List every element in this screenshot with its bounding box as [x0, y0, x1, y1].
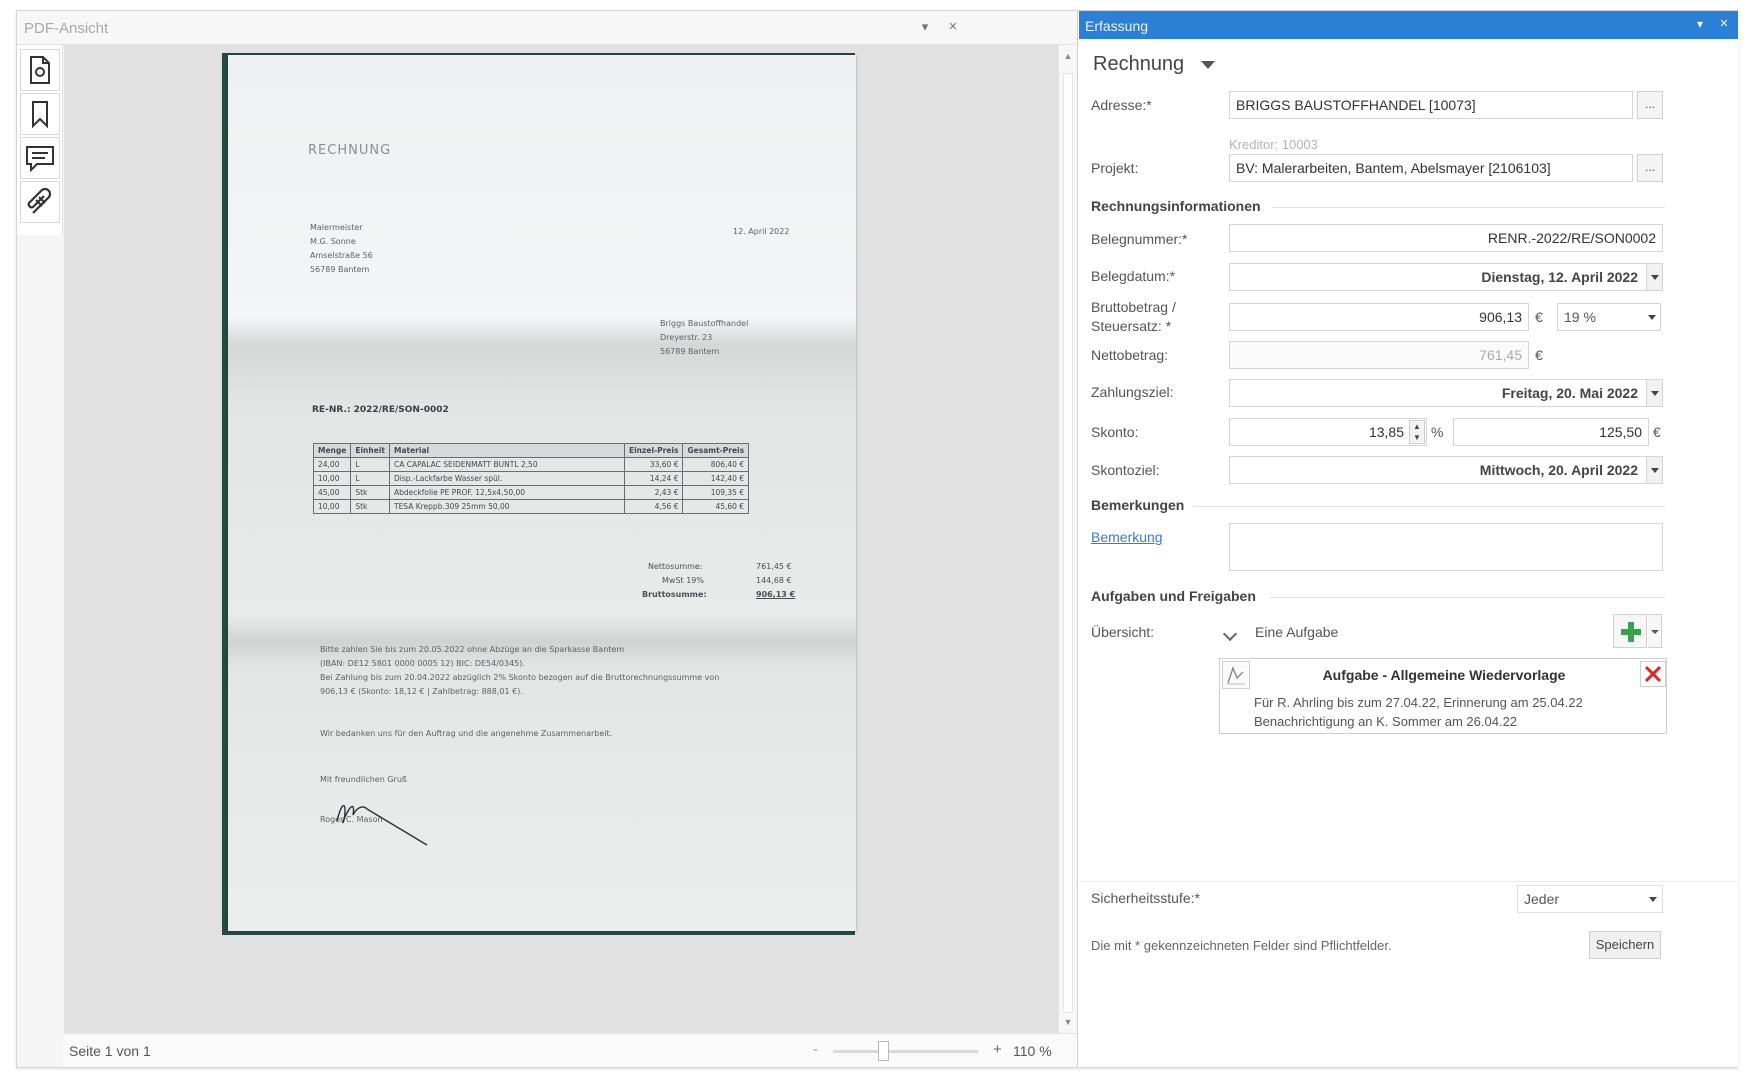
scan-cell: 109,35 €	[683, 486, 749, 500]
task-detail-line-2: Benachrichtigung an K. Sommer am 26.04.22	[1254, 714, 1518, 729]
task-delete-button[interactable]	[1640, 661, 1666, 687]
security-level-select[interactable]: Jeder	[1517, 885, 1663, 913]
scan-cell: L	[351, 458, 390, 472]
scan-signature-name: Roger C. Mason	[320, 815, 383, 824]
scan-cell: Abdeckfolie PE PROF. 12,5x4,50,00	[389, 486, 624, 500]
skontoziel-label: Skontoziel:	[1091, 462, 1160, 478]
scan-th-quantity: Menge	[314, 444, 351, 458]
zahlungsziel-label: Zahlungsziel:	[1091, 384, 1174, 400]
scan-vat-label: MwSt 19%	[662, 576, 704, 585]
scan-sender-address: Malermeister M.G. Sonne Amselstraße 56 56789 Bantem	[310, 223, 373, 274]
pdf-pane	[17, 11, 1078, 1067]
skonto-label: Skonto:	[1091, 424, 1139, 440]
scan-cell: 45,00	[314, 486, 351, 500]
scan-table-row	[314, 472, 749, 486]
scan-th-total-price: Gesamt-Preis	[683, 444, 749, 458]
scan-cell: TESA Kreppb.309 25mm 50,00	[389, 500, 624, 514]
belegnummer-field[interactable]: RENR.-2022/RE/SON0002	[1229, 224, 1663, 252]
scan-th-material: Material	[389, 444, 624, 458]
section-divider	[1193, 506, 1665, 507]
caret-down-icon[interactable]	[1201, 61, 1215, 69]
attachments-button[interactable]	[20, 181, 60, 223]
zoom-out-button[interactable]: -	[813, 1041, 818, 1058]
bookmark-icon	[29, 100, 51, 128]
comment-icon	[25, 144, 55, 172]
address-field[interactable]: BRIGGS BAUSTOFFHANDEL [10073]	[1229, 91, 1633, 119]
zahlungsziel-dropdown-icon[interactable]	[1646, 380, 1662, 406]
scan-title: RECHNUNG	[308, 143, 392, 158]
section-remarks: Bemerkungen	[1091, 497, 1185, 513]
document-type-selector[interactable]: Rechnung	[1093, 53, 1185, 75]
skontoziel-dropdown-icon[interactable]	[1646, 457, 1662, 483]
address-label: Adresse:*	[1091, 97, 1152, 113]
belegdatum-label: Belegdatum:*	[1091, 268, 1176, 284]
scan-cell: 10,00	[314, 500, 351, 514]
scan-recipient-address: Briggs Baustoffhandel Dreyerstr. 23 56789 Bantem	[660, 319, 749, 356]
scan-cell: Stk	[351, 500, 390, 514]
address-browse-button[interactable]: ...	[1637, 91, 1663, 119]
save-button[interactable]: Speichern	[1589, 931, 1661, 959]
pdf-titlebar	[17, 11, 1077, 45]
scan-cell: 2,43 €	[624, 486, 683, 500]
skonto-amount-field[interactable]: 125,50	[1453, 418, 1649, 446]
scan-cell: 14,24 €	[624, 472, 683, 486]
section-invoice-info: Rechnungsinformationen	[1091, 198, 1261, 214]
scan-cell: 33,60 €	[624, 458, 683, 472]
scan-payment-text: Bitte zahlen Sie bis zum 20.05.2022 ohne Abzüge an die Sparkasse Bantem (IBAN: DE12 5801 0000 0005 12) BIC: DE54/0345). Bei Zahlung bis zum 20.04.2022 abzüglich 2% Skonto bezogen auf die Bruttorechnungssumme von 906,13 € (Skonto: 18,12 € | Zahlbetrag: 888,01 €).	[320, 645, 720, 696]
scan-items-table	[313, 443, 749, 514]
form-pane-close-button[interactable]: ✕	[1719, 18, 1729, 30]
thumbnails-button[interactable]	[20, 49, 60, 91]
scan-thanks-text: Wir bedanken uns für den Auftrag und die angenehme Zusammenarbeit.	[320, 729, 613, 738]
form-pane-menu-button[interactable]: ▾	[1696, 17, 1704, 31]
belegdatum-dropdown-icon[interactable]	[1646, 264, 1662, 290]
scroll-up-icon[interactable]: ▲	[1063, 51, 1073, 61]
skonto-percent-sign: %	[1431, 424, 1444, 440]
scan-th-unit-price: Einzel-Preis	[624, 444, 683, 458]
scan-cell: 4,56 €	[624, 500, 683, 514]
scan-cell: Stk	[351, 486, 390, 500]
brutto-field[interactable]: 906,13	[1229, 303, 1529, 331]
form-pane-title: Erfassung	[1085, 18, 1149, 34]
scanned-invoice-page	[228, 55, 856, 931]
document-icon	[27, 55, 53, 85]
scan-cell: 142,40 €	[683, 472, 749, 486]
project-browse-button[interactable]: ...	[1637, 154, 1663, 182]
overview-label: Übersicht:	[1091, 624, 1155, 640]
capture-form-pane	[1079, 11, 1738, 1067]
zoom-slider-thumb[interactable]	[878, 1041, 889, 1061]
scan-table-header-row	[314, 444, 749, 458]
pdf-status-bar	[63, 1033, 1077, 1067]
zoom-in-button[interactable]: +	[993, 1041, 1002, 1058]
scan-table-row	[314, 500, 749, 514]
creditor-hint: Kreditor: 10003	[1229, 137, 1318, 152]
scan-cell: CA CAPALAC SEIDENMATT BUNTL 2,50	[389, 458, 624, 472]
scan-cell: 10,00	[314, 472, 351, 486]
security-level-dropdown-icon[interactable]	[1645, 886, 1661, 912]
skonto-currency: €	[1653, 424, 1661, 440]
remark-textarea[interactable]	[1229, 523, 1663, 571]
pdf-toolbar	[17, 45, 63, 235]
project-label: Projekt:	[1091, 160, 1139, 176]
app-window	[16, 10, 1738, 1068]
comments-button[interactable]	[20, 137, 60, 179]
footer-divider	[1079, 881, 1738, 882]
chevron-down-icon[interactable]	[1223, 627, 1237, 641]
section-divider	[1273, 207, 1665, 208]
security-level-label: Sicherheitsstufe:*	[1091, 890, 1200, 906]
belegnummer-label: Belegnummer:*	[1091, 231, 1188, 247]
netto-currency: €	[1535, 347, 1543, 363]
netto-label: Nettobetrag:	[1091, 347, 1169, 363]
scan-net-sum-value: 761,45 €	[756, 562, 792, 571]
scan-date: 12. April 2022	[733, 227, 790, 236]
scroll-down-icon[interactable]: ▼	[1063, 1017, 1073, 1027]
scroll-thumb[interactable]	[1063, 73, 1073, 1013]
add-task-dropdown-icon[interactable]	[1648, 614, 1662, 648]
pdf-pane-close-button[interactable]: ✕	[948, 21, 958, 33]
zoom-slider-track[interactable]	[833, 1050, 978, 1053]
scan-gross-sum-label: Bruttosumme:	[642, 590, 707, 599]
scan-table-row	[314, 458, 749, 472]
pdf-viewport[interactable]	[64, 45, 1058, 1033]
remark-link[interactable]: Bemerkung	[1091, 529, 1163, 545]
close-icon	[1641, 662, 1665, 686]
skonto-percent-field[interactable]: 13,85	[1229, 418, 1427, 446]
bookmarks-button[interactable]	[20, 93, 60, 135]
scan-invoice-number: RE-NR.: 2022/RE/SON-0002	[312, 405, 449, 415]
scan-net-sum-label: Nettosumme:	[648, 562, 703, 571]
section-divider	[1269, 597, 1665, 598]
scan-table-row	[314, 486, 749, 500]
scan-closing: Mit freundlichen Gruß	[320, 775, 407, 784]
task-detail-line-1: Für R. Ahrling bis zum 27.04.22, Erinnerung am 25.04.22	[1254, 695, 1583, 710]
scan-cell: 45,60 €	[683, 500, 749, 514]
brutto-label: Bruttobetrag / Steuersatz: *	[1091, 299, 1176, 334]
skonto-spinner-icon[interactable]: ▲ ▼	[1409, 420, 1425, 444]
task-card[interactable]	[1219, 658, 1667, 734]
scan-cell: 806,40 €	[683, 458, 749, 472]
zahlungsziel-field[interactable]: Freitag, 20. Mai 2022	[1229, 379, 1663, 407]
required-fields-note: Die mit * gekennzeichneten Felder sind Pflichtfelder.	[1091, 938, 1392, 953]
pdf-pane-title: PDF-Ansicht	[24, 20, 109, 37]
scan-cell: Disp.-Lackfarbe Wasser spül.	[389, 472, 624, 486]
tax-rate-select[interactable]: 19 %	[1557, 303, 1661, 331]
project-field[interactable]: BV: Malerarbeiten, Bantem, Abelsmayer [2106103]	[1229, 154, 1633, 182]
tax-rate-dropdown-icon[interactable]	[1644, 304, 1660, 330]
belegdatum-field[interactable]: Dienstag, 12. April 2022	[1229, 263, 1663, 291]
scan-vat-value: 144,68 €	[756, 576, 792, 585]
task-title: Aufgabe - Allgemeine Wiedervorlage	[1322, 667, 1566, 683]
add-task-button[interactable]	[1613, 614, 1647, 648]
scan-cell: L	[351, 472, 390, 486]
pdf-vertical-scrollbar[interactable]	[1058, 45, 1076, 1033]
section-tasks: Aufgaben und Freigaben	[1091, 588, 1256, 604]
form-titlebar	[1079, 11, 1738, 39]
task-summary: Eine Aufgabe	[1255, 624, 1339, 640]
scan-cell: 24,00	[314, 458, 351, 472]
scan-th-unit: Einheit	[351, 444, 390, 458]
scan-gross-sum-value: 906,13 €	[756, 590, 796, 599]
zoom-level: 110 %	[1013, 1043, 1052, 1059]
brutto-currency: €	[1535, 309, 1543, 325]
page-indicator: Seite 1 von 1	[69, 1043, 151, 1059]
attachment-icon	[25, 187, 55, 217]
skontoziel-field[interactable]: Mittwoch, 20. April 2022	[1229, 456, 1663, 484]
netto-field: 761,45	[1229, 341, 1529, 369]
pdf-pane-menu-button[interactable]: ▾	[921, 19, 929, 34]
